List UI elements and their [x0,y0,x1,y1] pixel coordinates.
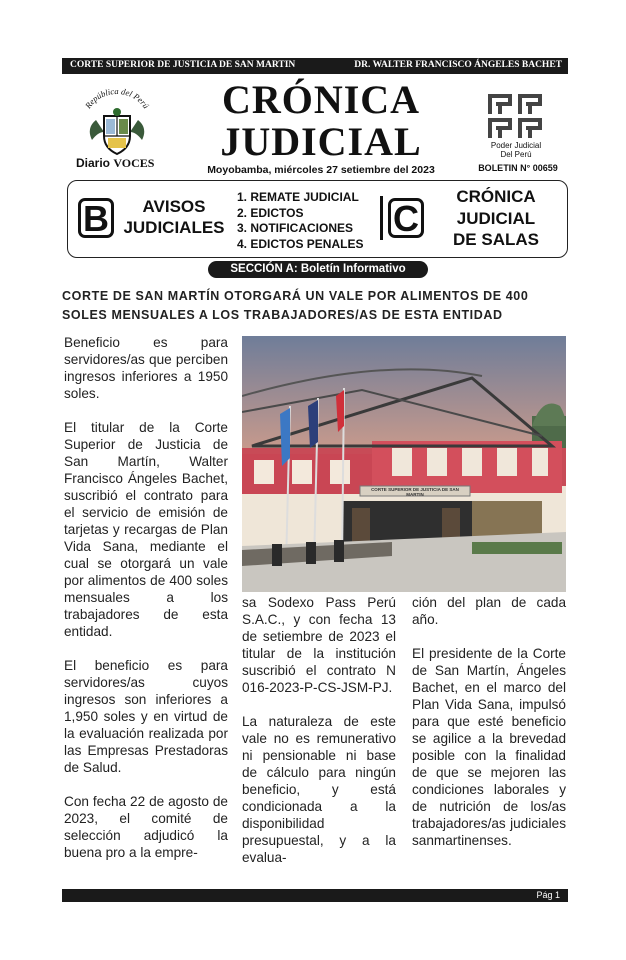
paragraph: El titular de la Corte Superior de Justicia de San Martín, Walter Francisco Ángeles Bachet, suscribió el contrato para el servicio de emisión de tarjetas y recargas de Plan Vida Sana, mediante el cual se otorgará un vale por alimentos de 400 soles mensuales a los trabajadores de esta entidad. [64,420,228,639]
paragraph: Con fecha 22 de agosto de 2023, el comité de selección adjudicó la buena pro a la empre- [64,794,228,860]
avisos-judiciales-title: AVISOS JUDICIALES [123,197,225,237]
page-number: Pág 1 [536,890,560,900]
list-item: 2. EDICTOS [237,205,304,220]
section-b-list [237,190,363,252]
masthead-title-line1: CRÓNICA [221,77,421,122]
building-photo-illustration [242,336,566,592]
list-item: 1. REMATE JUDICIAL [237,190,359,204]
top-bar [62,58,568,74]
diario-name: VOCES [113,156,155,170]
building-sign: CORTE SUPERIOR DE JUSTICIA DE SAN MARTIN [371,487,459,497]
section-c-letter: C [388,198,424,238]
section-divider [380,196,383,240]
section-b-letter: B [78,198,114,238]
article-column-2 [242,594,396,883]
poder-judicial-logo [484,92,548,140]
article-column-1 [64,334,228,878]
paragraph: Beneficio es para servidores/as que perciben ingresos inferiores a 1950 soles. [64,335,228,401]
section-pill: SECCIÓN A: Boletín Informativo [208,261,428,278]
court-name: CORTE SUPERIOR DE JUSTICIA DE SAN MARTIN [70,60,296,70]
court-building-photo [242,336,566,592]
list-item: 3. NOTIFICACIONES [237,221,354,235]
paragraph: ción del plan de cada año. [412,595,566,627]
paragraph: El beneficio es para servidores/as cuyos ingresos son inferiores a 1,950 soles y en virtud de la evaluación realizada por las Empresas Prestadoras de Salud. [64,658,228,775]
paragraph: El presidente de la Corte de San Martín, Ángeles Bachet, en el marco del Plan Vida Sana, impulsó para que esté beneficio se agilice a la brevedad posible con la finalidad de que se mejoren las condiciones laborales y de nutrición de los/as trabajadores/as judiciales sanmartinenses. [412,646,566,848]
article-column-3 [412,594,566,866]
list-item: 4. EDICTOS PENALES [237,236,364,251]
cronica-judicial-de-salas-title: CRÓNICA JUDICIAL DE SALAS [453,187,539,249]
boletin-number: BOLETIN N° 00659 [478,163,558,173]
poder-judicial-icon [484,92,548,140]
paragraph: La naturaleza de este vale no es remunerativo ni pensionable ni base de cálculo para ningún beneficio, y está condicionada a la disponibilidad presupuestal, y a la evalua- [242,714,396,865]
paragraph: sa Sodexo Pass Perú S.A.C., y con fecha 13 de setiembre de 2023 el titular de la institución suscribió el contrato N 016-2023-P-CS-JSM-PJ. [242,595,396,695]
president-name: DR. WALTER FRANCISCO ÁNGELES BACHET [354,60,562,70]
masthead-title-line2: JUDICIAL [220,119,422,164]
diario-voces-label: Diario VOCES [76,156,155,170]
article-headline: CORTE DE SAN MARTÍN OTORGARÁ UN VALE POR ALIMENTOS DE 400 SOLES MENSUALES A LOS TRABAJADORES/AS DE ESTA ENTIDAD [62,289,529,322]
svg-text:República del Perú: República del Perú [82,88,152,111]
shield-icon [72,88,162,158]
footer-bar [62,889,568,902]
poder-judicial-text: Poder Judicial Del Perú [490,141,542,159]
dateline: Moyobamba, miércoles 27 setiembre del 2023 [207,164,435,176]
